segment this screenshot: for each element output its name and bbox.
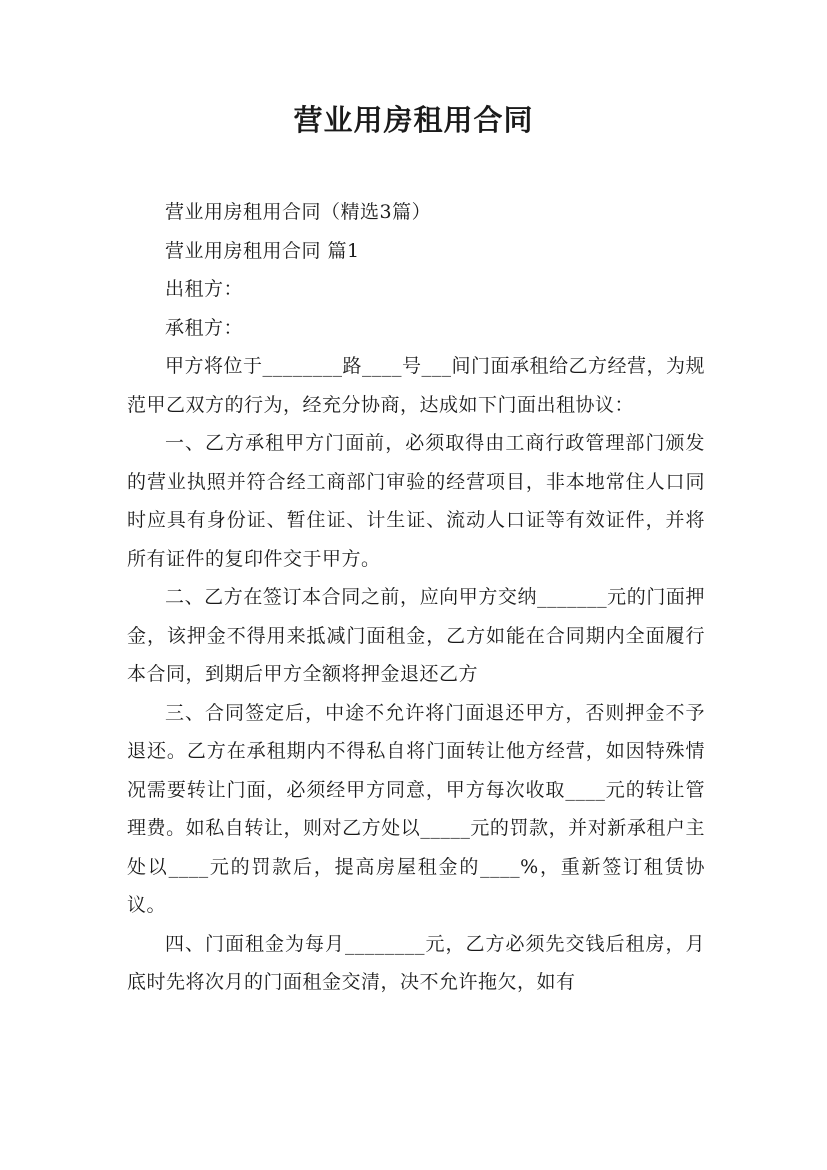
document-title: 营业用房租用合同	[293, 103, 534, 137]
paragraph-clause-2: 二、乙方在签订本合同之前，应向甲方交纳_______元的门面押金，该押金不得用来抵减门面租金，乙方如能在合同期内全面履行本合同，到期后甲方全额将押金退还乙方	[127, 586, 705, 685]
paragraph-intro: 甲方将位于________路____号___间门面承租给乙方经营，为规范甲乙双方的行为，经充分协商，达成如下门面出租协议：	[127, 355, 706, 416]
paragraph-clause-1: 一、乙方承租甲方门面前，必须取得由工商行政管理部门颁发的营业执照并符合经工商部门审验的经营项目，非本地常住人口同时应具有身份证、暂住证、计生证、流动人口证等有效证件，并将所有证件的复印件交于甲方。	[127, 432, 705, 570]
paragraph-clause-4: 四、门面租金为每月________元，乙方必须先交钱后租房，月底时先将次月的门面租金交清，决不允许拖欠，如有	[127, 932, 705, 993]
paragraph-subtitle: 营业用房租用合同（精选3篇）	[165, 201, 432, 223]
paragraph-lessee: 承租方：	[165, 316, 244, 339]
document-body	[127, 193, 705, 1002]
paragraph-section-heading: 营业用房租用合同 篇1	[165, 239, 360, 262]
paragraph-lessor: 出租方：	[165, 278, 244, 300]
paragraph-clause-3: 三、合同签定后，中途不允许将门面退还甲方，否则押金不予退还。乙方在承租期内不得私自将门面转让他方经营，如因特殊情况需要转让门面，必须经甲方同意，甲方每次收取____元的转让管理费。如私自转让，则对乙方处以_____元的罚款，并对新承租户主处以____元的罚款后，提高房屋租金的____%，重新签订租赁协议。	[127, 701, 705, 916]
